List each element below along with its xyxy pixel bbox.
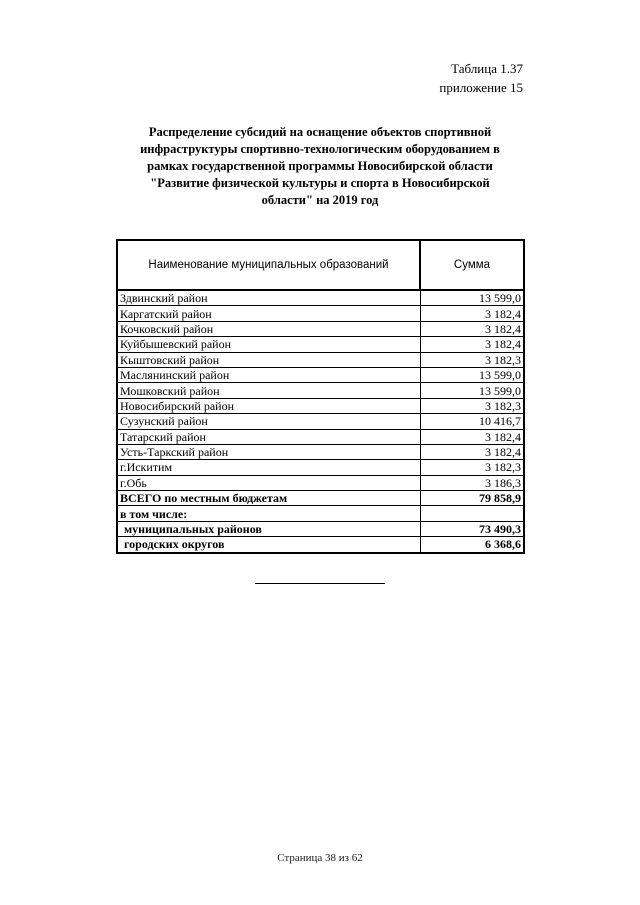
row-sum: 3 182,4 [420, 444, 524, 459]
table-row [117, 321, 524, 336]
row-name: Усть-Таркский район [117, 444, 420, 459]
table-row [117, 444, 524, 459]
table-header-row [117, 240, 524, 290]
row-sum: 3 182,3 [420, 352, 524, 367]
row-name: Сузунский район [117, 414, 420, 429]
urban-districts-row [117, 537, 524, 553]
row-sum: 3 182,4 [420, 429, 524, 444]
including-label: в том числе: [117, 506, 420, 521]
row-name: Куйбышевский район [117, 337, 420, 352]
table-row [117, 398, 524, 413]
separator-line [255, 583, 385, 584]
row-name: Маслянинский район [117, 367, 420, 382]
table-row [117, 337, 524, 352]
appendix-reference: приложение 15 [439, 80, 523, 95]
table-row [117, 306, 524, 321]
row-sum: 13 599,0 [420, 367, 524, 382]
row-name: Мошковский район [117, 383, 420, 398]
column-header-sum: Сумма [420, 240, 524, 290]
title-line: области" на 2019 год [261, 193, 379, 207]
row-sum: 3 182,3 [420, 460, 524, 475]
table-row [117, 290, 524, 306]
including-sum [420, 506, 524, 521]
document-title [118, 124, 522, 209]
urban-districts-sum: 6 368,6 [420, 537, 524, 553]
title-line: Распределение субсидий на оснащение объектов спортивной [148, 125, 492, 139]
row-name: Каргатский район [117, 306, 420, 321]
title-line: "Развитие физической культуры и спорта в Новосибирской [150, 176, 490, 190]
row-name: Кыштовский район [117, 352, 420, 367]
including-row [117, 506, 524, 521]
row-name: Кочковский район [117, 321, 420, 336]
urban-districts-label: городских округов [117, 537, 420, 553]
row-sum: 13 599,0 [420, 383, 524, 398]
row-name: г.Обь [117, 475, 420, 490]
table-row [117, 352, 524, 367]
total-sum: 79 858,9 [420, 491, 524, 506]
table-row [117, 414, 524, 429]
municipal-districts-sum: 73 490,3 [420, 521, 524, 536]
row-sum: 10 416,7 [420, 414, 524, 429]
row-name: Здвинский район [117, 290, 420, 306]
table-reference: Таблица 1.37 [451, 61, 523, 76]
row-sum: 3 186,3 [420, 475, 524, 490]
row-sum: 3 182,4 [420, 321, 524, 336]
table-row [117, 460, 524, 475]
row-sum: 3 182,4 [420, 306, 524, 321]
row-name: г.Искитим [117, 460, 420, 475]
row-sum: 3 182,3 [420, 398, 524, 413]
title-line: инфраструктуры спортивно-технологическим оборудованием в [140, 142, 500, 156]
column-header-name: Наименование муниципальных образований [117, 240, 420, 290]
municipal-districts-label: муниципальных районов [117, 521, 420, 536]
table-row [117, 475, 524, 490]
row-sum: 3 182,4 [420, 337, 524, 352]
total-label: ВСЕГО по местным бюджетам [117, 491, 420, 506]
table-row [117, 429, 524, 444]
page-footer: Страница 38 из 62 [277, 852, 363, 864]
table-row [117, 367, 524, 382]
total-row [117, 491, 524, 506]
table-row [117, 383, 524, 398]
row-name: Новосибирский район [117, 398, 420, 413]
municipal-districts-row [117, 521, 524, 536]
row-sum: 13 599,0 [420, 290, 524, 306]
subsidy-table [116, 239, 525, 554]
row-name: Татарский район [117, 429, 420, 444]
title-line: рамках государственной программы Новосибирской области [147, 159, 493, 173]
